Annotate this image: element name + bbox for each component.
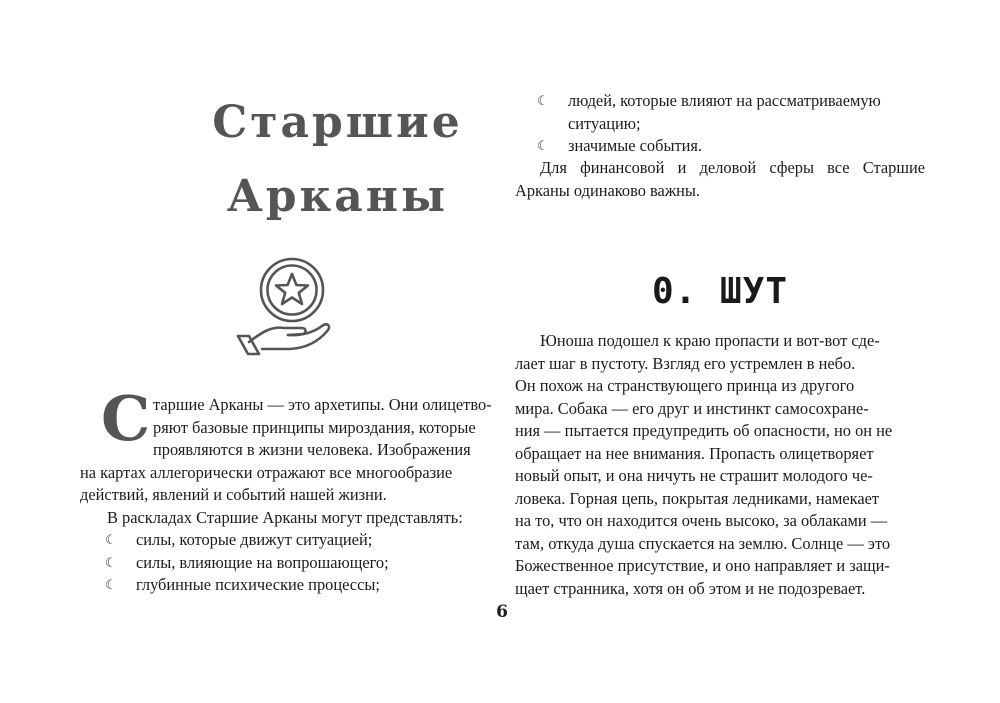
list-item: ☾ глубинные психические процессы;: [103, 574, 498, 597]
body-line: ловека. Горная цепь, покрытая ледниками, намекает: [515, 488, 880, 508]
page-number: 6: [496, 602, 508, 622]
intro-line-3: проявляются в жизни человека. Изображения: [153, 440, 471, 459]
crescent-moon-icon: ☾: [537, 138, 549, 153]
body-line: мира. Собака — его друг и инстинкт самосохране-: [515, 398, 869, 418]
body-line: Божественное присутствие, и оно направляет и защи-: [515, 556, 890, 575]
finance-note: Для финансовой и деловой сферы все Старшие Арканы одинаково важны.: [515, 158, 925, 200]
drop-cap: С: [101, 382, 151, 455]
intro-line-2: ряют базовые принципы мироздания, которые: [153, 417, 476, 437]
page-title-line-2: Арканы: [226, 171, 449, 222]
crescent-moon-icon: ☾: [105, 554, 117, 570]
body-line: щает странника, хотя он об этом и не подозревает.: [515, 578, 866, 598]
body-line: там, откуда душа спускается на землю. Солнце — это: [515, 533, 891, 553]
left-bullet-list: [103, 529, 498, 597]
list-item: ☾ силы, которые движут ситуацией;: [103, 529, 498, 552]
body-line: Юноша подошел к краю пропасти и вот-вот сде-: [540, 331, 880, 350]
section-title: 0. ШУТ: [651, 271, 789, 312]
intro-line-1: таршие Арканы — это архетипы. Они олицетво-: [153, 395, 492, 414]
crescent-moon-icon: ☾: [105, 577, 117, 592]
body-line: ния — пытается предупредить об опасности, но он не: [515, 421, 893, 440]
lead-paragraph: В раскладах Старшие Арканы могут представлять:: [107, 507, 463, 527]
crescent-moon-icon: ☾: [105, 532, 117, 547]
body-line: на то, что он находится очень высоко, за облаками —: [515, 511, 888, 530]
hand-holding-star-coin-icon: [232, 256, 336, 364]
list-item: ☾ силы, влияющие на вопрошающего;: [103, 552, 498, 575]
right-bullet-list: [535, 90, 927, 158]
crescent-moon-icon: ☾: [537, 93, 549, 108]
body-line: новый опыт, и она ничуть не страшит молодого че-: [515, 466, 873, 485]
intro-line-4: на картах аллегорически отражают все многообразие: [80, 462, 453, 482]
body-line: лает шаг в пустоту. Взгляд его устремлен в небо.: [515, 353, 856, 373]
body-line: обращает на нее внимания. Пропасть олицетворяет: [515, 443, 874, 463]
intro-line-5: действий, явлений и событий нашей жизни.: [80, 485, 387, 504]
list-item: ☾ значимые события.: [535, 135, 927, 158]
page-title-line-1: Старшие: [212, 97, 463, 148]
list-item: ☾ людей, которые влияют на рассматриваемую ситуацию;: [537, 91, 881, 133]
body-line: Он похож на странствующего принца из другого: [515, 376, 855, 395]
